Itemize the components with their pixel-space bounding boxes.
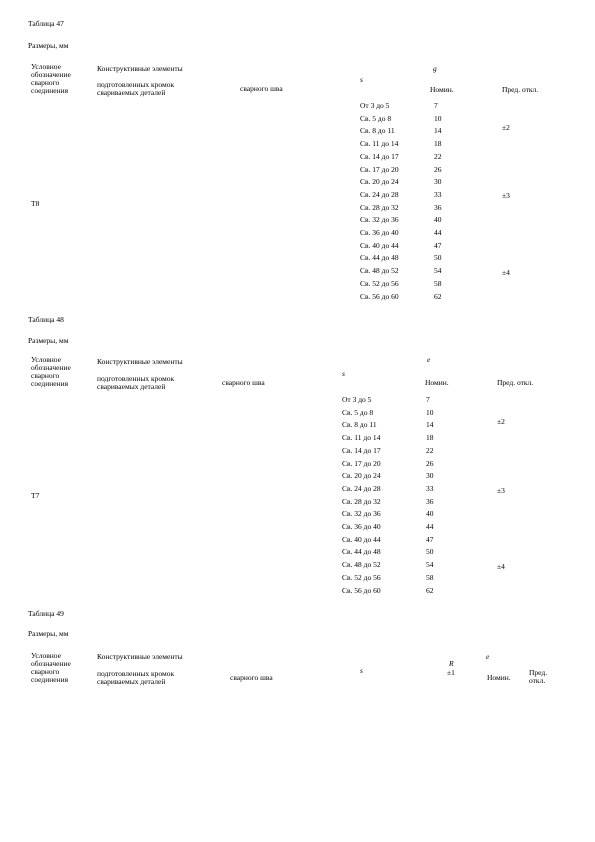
table-47-units: Размеры, мм [28, 41, 69, 50]
header-e: e [486, 652, 490, 661]
row-nominal-value: 26 [434, 164, 442, 174]
row-nominal-value: 58 [426, 572, 434, 582]
row-thickness-range: Св. 52 до 56 [342, 572, 381, 582]
header-r: R [449, 659, 454, 668]
row-nominal-value: 14 [434, 126, 442, 136]
table-49-title: Таблица 49 [28, 609, 64, 618]
row-thickness-range: Св. 44 до 48 [342, 547, 381, 557]
row-nominal-value: 44 [434, 228, 442, 237]
row-nominal-value: 7 [434, 101, 438, 110]
row-thickness-range: Св. 56 до 60 [360, 291, 399, 301]
table-49-units: Размеры, мм [28, 629, 69, 638]
header-weld: сварного шва [230, 673, 273, 682]
row-nominal-value: 50 [426, 547, 434, 557]
header-elements: Конструктивные элементы [97, 64, 183, 73]
row-thickness-range: Св. 20 до 24 [342, 471, 381, 481]
row-thickness-range: Св. 11 до 14 [342, 433, 381, 443]
row-thickness-range: Св. 24 до 28 [342, 483, 381, 493]
header-g: g [433, 64, 437, 73]
row-thickness-range: Св. 5 до 8 [342, 407, 374, 417]
designation-value: Т8 [31, 199, 40, 208]
deviation-value: ±3 [502, 191, 510, 200]
deviation-value: ±2 [502, 123, 510, 132]
row-thickness-range: Св. 14 до 17 [360, 151, 399, 161]
row-thickness-range: От 3 до 5 [342, 395, 372, 404]
row-nominal-value: 54 [426, 560, 434, 570]
row-nominal-value: 47 [434, 240, 442, 250]
header-e: e [427, 355, 431, 364]
row-nominal-value: 33 [434, 189, 442, 199]
row-nominal-value: 10 [434, 113, 442, 123]
header-r-tolerance: ±1 [447, 668, 455, 677]
header-deviation: Пред. [529, 668, 548, 677]
row-nominal-value: 22 [426, 445, 434, 455]
table-48-units: Размеры, мм [28, 336, 69, 345]
row-thickness-range: Св. 11 до 14 [360, 139, 399, 149]
row-thickness-range: Св. 32 до 36 [360, 215, 399, 225]
row-thickness-range: От 3 до 5 [360, 101, 390, 110]
row-thickness-range: Св. 56 до 60 [342, 585, 381, 595]
header-nominal: Номин. [430, 85, 454, 94]
table-48-title: Таблица 48 [28, 315, 64, 324]
header-weld: сварного шва [222, 378, 265, 387]
row-thickness-range: Св. 28 до 32 [360, 202, 399, 212]
deviation-value: ±4 [497, 562, 505, 571]
row-thickness-range: Св. 48 до 52 [342, 560, 381, 570]
header-weld: сварного шва [240, 84, 283, 93]
row-nominal-value: 18 [426, 433, 434, 443]
row-nominal-value: 58 [434, 278, 442, 288]
row-nominal-value: 18 [434, 139, 442, 149]
row-thickness-range: Св. 14 до 17 [342, 445, 381, 455]
row-nominal-value: 40 [426, 509, 434, 519]
header-s: s [360, 666, 363, 675]
header-nominal: Номин. [487, 673, 511, 682]
row-thickness-range: Св. 20 до 24 [360, 177, 399, 187]
row-nominal-value: 54 [434, 266, 442, 276]
row-nominal-value: 40 [434, 215, 442, 225]
designation-value: Т7 [31, 491, 40, 500]
row-nominal-value: 36 [434, 202, 442, 212]
header-s: s [360, 75, 363, 84]
row-thickness-range: Св. 5 до 8 [360, 113, 392, 123]
row-thickness-range: Св. 24 до 28 [360, 189, 399, 199]
header-deviation: откл. [529, 676, 546, 685]
row-nominal-value: 62 [434, 291, 442, 301]
row-nominal-value: 22 [434, 151, 442, 161]
row-thickness-range: Св. 28 до 32 [342, 496, 381, 506]
row-nominal-value: 47 [426, 534, 434, 544]
row-thickness-range: Св. 36 до 40 [360, 228, 399, 237]
header-elements: Конструктивные элементы [97, 652, 183, 661]
row-thickness-range: Св. 8 до 11 [342, 420, 377, 430]
row-nominal-value: 10 [426, 407, 434, 417]
deviation-value: ±2 [497, 417, 505, 426]
row-thickness-range: Св. 40 до 44 [342, 534, 381, 544]
table-47-title: Таблица 47 [28, 19, 64, 28]
row-nominal-value: 44 [426, 522, 434, 531]
header-nominal: Номин. [425, 378, 449, 387]
header-s: s [342, 369, 345, 378]
header-elements: Конструктивные элементы [97, 357, 183, 366]
deviation-value: ±3 [497, 486, 505, 495]
header-deviation: Пред. откл. [502, 85, 539, 94]
deviation-value: ±4 [502, 268, 510, 277]
row-nominal-value: 7 [426, 395, 430, 404]
row-thickness-range: Св. 17 до 20 [342, 458, 381, 468]
row-nominal-value: 50 [434, 253, 442, 263]
header-deviation: Пред. откл. [497, 378, 534, 387]
row-thickness-range: Св. 32 до 36 [342, 509, 381, 519]
row-thickness-range: Св. 40 до 44 [360, 240, 399, 250]
row-thickness-range: Св. 44 до 48 [360, 253, 399, 263]
row-nominal-value: 33 [426, 483, 434, 493]
row-thickness-range: Св. 52 до 56 [360, 278, 399, 288]
row-nominal-value: 36 [426, 496, 434, 506]
row-nominal-value: 26 [426, 458, 434, 468]
row-nominal-value: 62 [426, 585, 434, 595]
row-nominal-value: 30 [426, 471, 434, 481]
row-thickness-range: Св. 48 до 52 [360, 266, 399, 276]
row-thickness-range: Св. 17 до 20 [360, 164, 399, 174]
row-nominal-value: 14 [426, 420, 434, 430]
row-thickness-range: Св. 36 до 40 [342, 522, 381, 531]
row-thickness-range: Св. 8 до 11 [360, 126, 395, 136]
row-nominal-value: 30 [434, 177, 442, 187]
